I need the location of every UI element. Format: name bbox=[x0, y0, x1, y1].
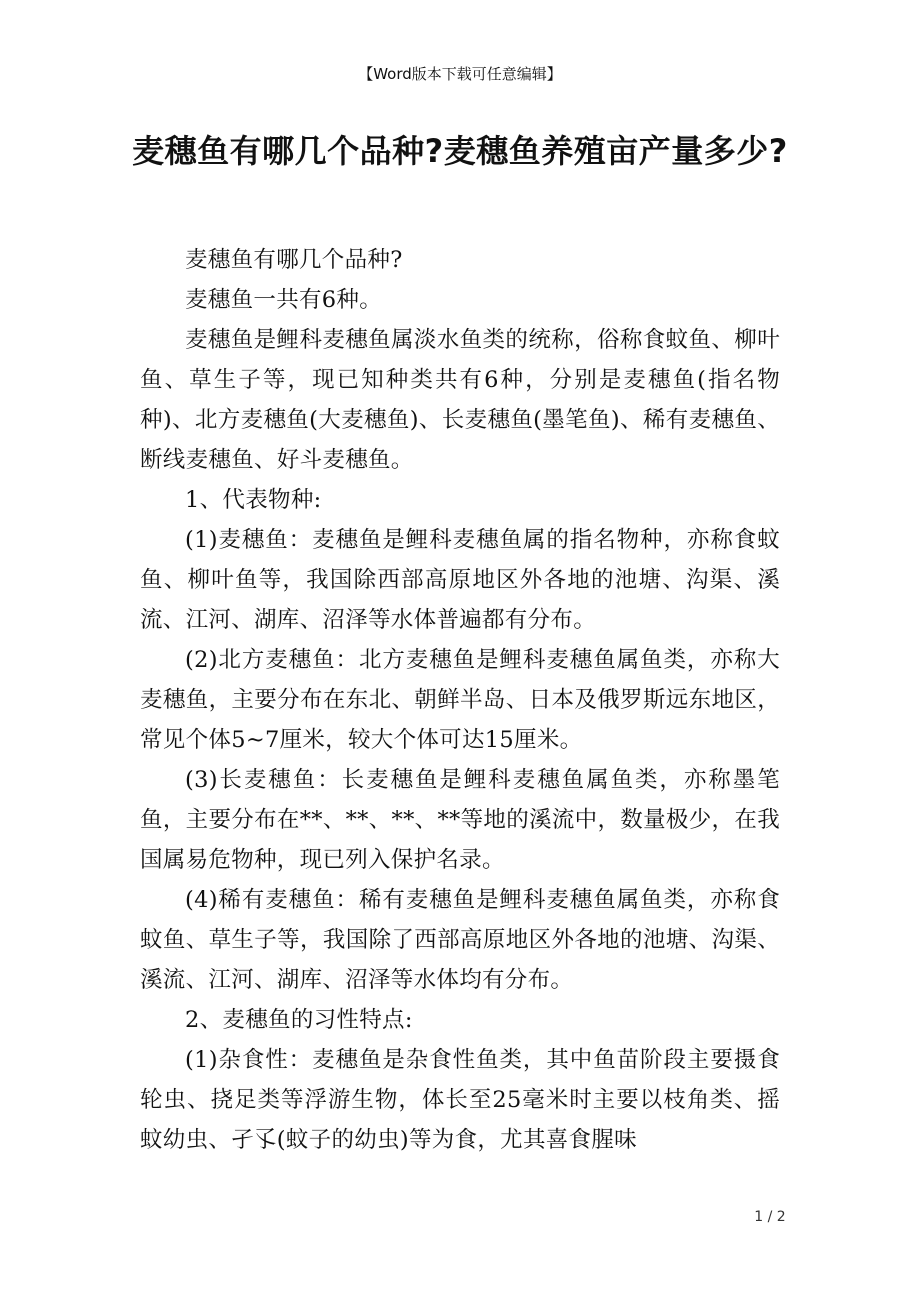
paragraph: 麦穗鱼有哪几个品种? bbox=[185, 247, 403, 273]
paragraph: (4)稀有麦穗鱼：稀有麦穗鱼是鲤科麦穗鱼属鱼类，亦称食蚊鱼、草生子等，我国除了西部高原地区外各地的池塘、沟渠、溪流、江河、湖库、沼泽等水体均有分布。 bbox=[140, 887, 780, 993]
page-number: 1 / 2 bbox=[754, 1209, 786, 1225]
paragraph: (1)麦穗鱼：麦穗鱼是鲤科麦穗鱼属的指名物种，亦称食蚊鱼、柳叶鱼等，我国除西部高原地区外各地的池塘、沟渠、溪流、江河、湖库、沼泽等水体普遍都有分布。 bbox=[140, 527, 780, 633]
paragraph: (2)北方麦穗鱼：北方麦穗鱼是鲤科麦穗鱼属鱼类，亦称大麦穗鱼，主要分布在东北、朝鲜半岛、日本及俄罗斯远东地区，常见个体5~7厘米，较大个体可达15厘米。 bbox=[140, 647, 780, 753]
paragraph: (1)杂食性：麦穗鱼是杂食性鱼类，其中鱼苗阶段主要摄食轮虫、挠足类等浮游生物，体长至25毫米时主要以枝角类、摇蚊幼虫、孑孓(蚊子的幼虫)等为食，尤其喜食腥味 bbox=[140, 1047, 780, 1153]
page-header: 【Word版本下载可任意编辑】 bbox=[358, 65, 562, 83]
document-title: 麦穗鱼有哪几个品种?麦穗鱼养殖亩产量多少? bbox=[132, 132, 788, 170]
paragraph: 1、代表物种: bbox=[185, 487, 322, 513]
paragraph: 2、麦穗鱼的习性特点: bbox=[185, 1007, 413, 1033]
paragraph: (3)长麦穗鱼：长麦穗鱼是鲤科麦穗鱼属鱼类，亦称墨笔鱼，主要分布在**、**、**、**等地的溪流中，数量极少，在我国属易危物种，现已列入保护名录。 bbox=[140, 767, 780, 873]
paragraph: 麦穗鱼一共有6种。 bbox=[185, 287, 383, 313]
document-body bbox=[140, 240, 780, 1160]
paragraph: 麦穗鱼是鲤科麦穗鱼属淡水鱼类的统称，俗称食蚊鱼、柳叶鱼、草生子等，现已知种类共有6种，分别是麦穗鱼(指名物种)、北方麦穗鱼(大麦穗鱼)、长麦穗鱼(墨笔鱼)、稀有麦穗鱼、断线麦穗鱼、好斗麦穗鱼。 bbox=[140, 327, 780, 473]
